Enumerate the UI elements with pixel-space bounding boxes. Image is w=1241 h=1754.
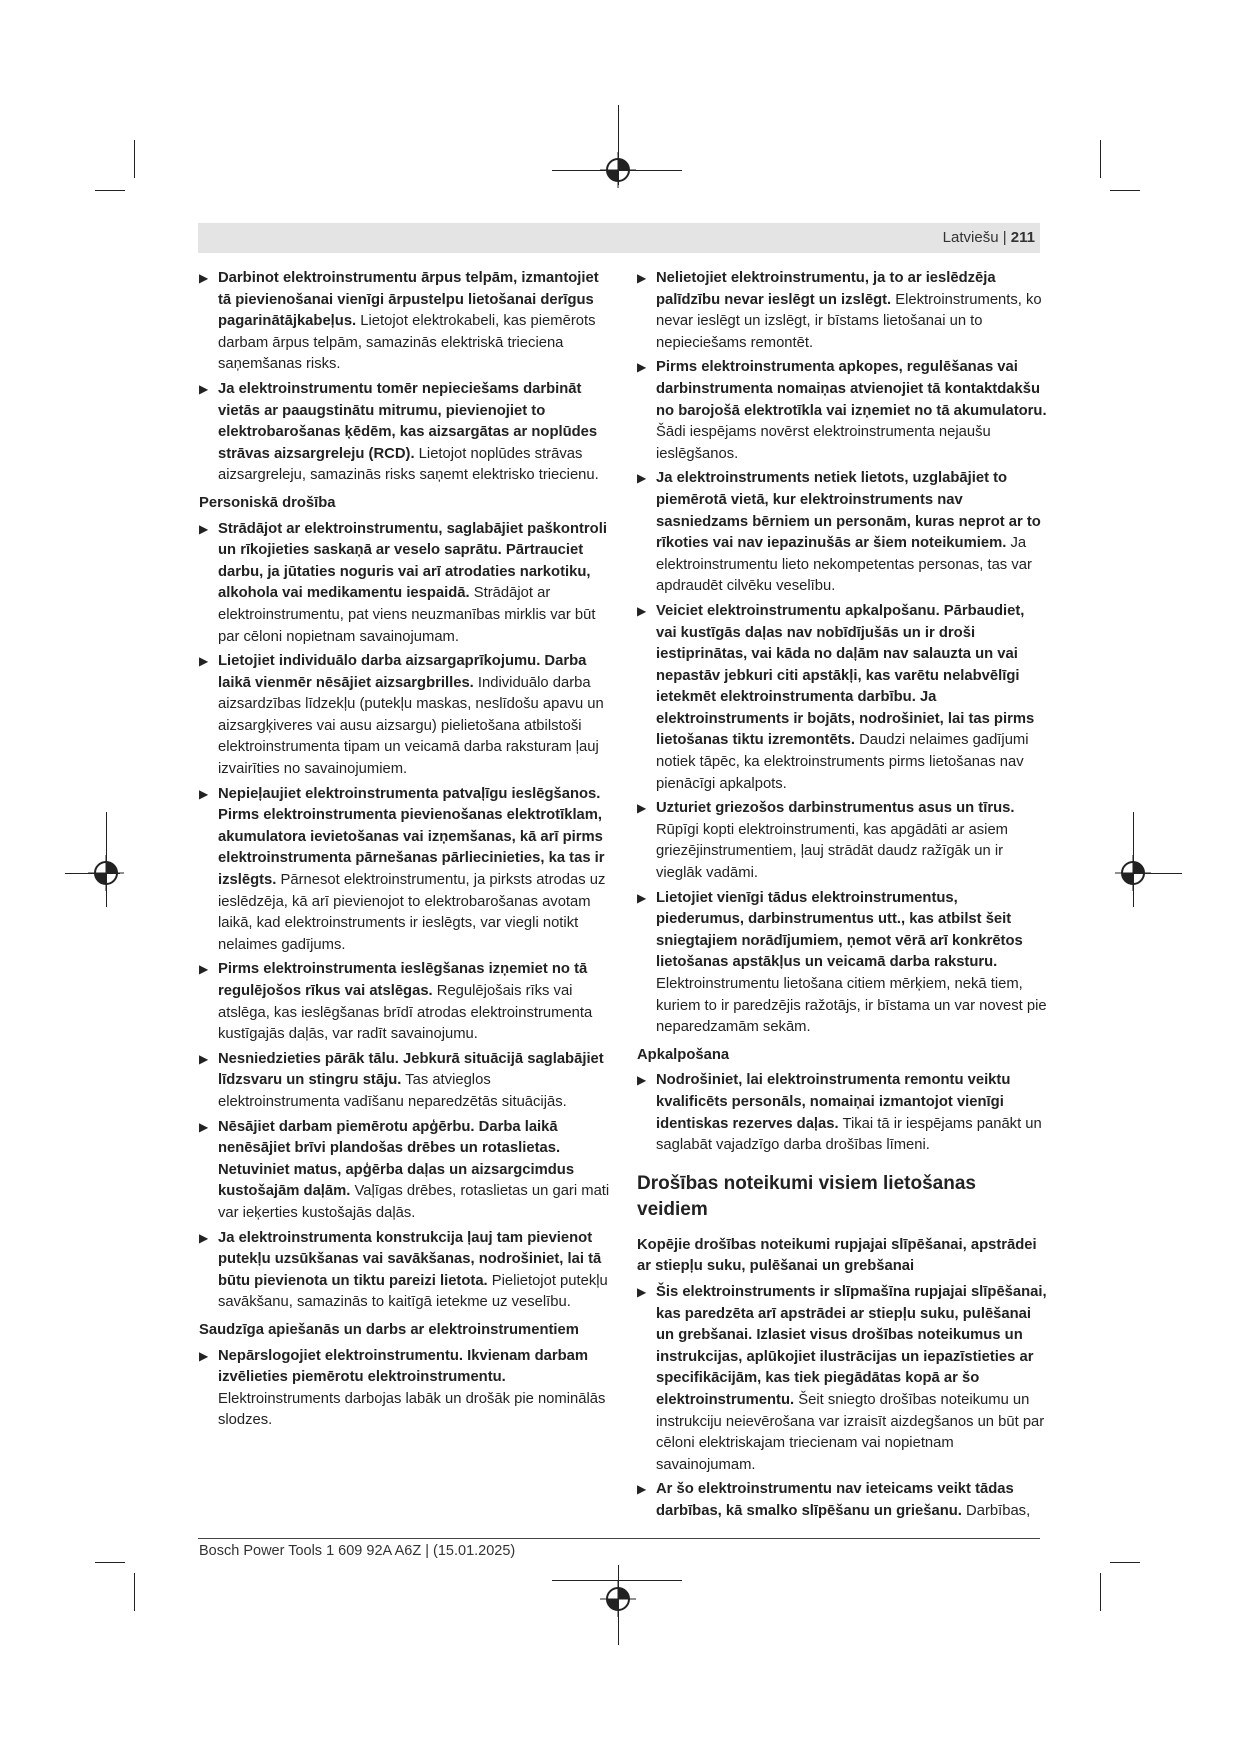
bullet-item (199, 519, 611, 649)
crop-mark (1100, 1573, 1101, 1611)
bullet-bold-text: Nepārslogojiet elektroinstrumentu. Ikvienam darbam izvēlieties piemērotu elektroinstrumentu. (218, 1347, 589, 1386)
bullet-arrow-icon: ▶ (637, 801, 647, 816)
registration-target-icon (600, 1581, 636, 1617)
bullet-text: Elektroinstruments, ko nevar ieslēgt un izslēgt, ir bīstams lietošanai un to nepieciešams remontēt. (656, 291, 1042, 351)
left-items-top (199, 268, 611, 487)
crop-mark (134, 1573, 135, 1611)
bullet-text: Ja elektroinstrumentu lieto nekompetentas personas, tas var apdraudēt cilvēku veselību. (656, 535, 1032, 595)
bullet-arrow-icon: ▶ (637, 1284, 647, 1299)
bullet-arrow-icon: ▶ (199, 1230, 209, 1245)
subheading-grinding: Kopējie drošības noteikumi rupjajai slīpēšanai, apstrādei ar stiepļu suku, pulēšanai un grebšanai (637, 1236, 1037, 1275)
bullet-item (199, 1346, 611, 1432)
page-header (943, 229, 1035, 246)
footer-rule (198, 1538, 1040, 1539)
section-title-tool-use: Saudzīga apiešanās un darbs ar elektroinstrumentiem (199, 1321, 579, 1338)
bullet-bold-text: Veiciet elektroinstrumentu apkalpošanu. Pārbaudiet, vai kustīgās daļas nav nobīdījušās un ir droši iestiprinātas, vai kāda no daļām nav salauzta un vai nepastāv jebkuri citi apstākļi, kas varētu nelabvēlīgi ietekmēt elektroinstrumenta darbību. Ja elektroinstruments ir bojāts, nodrošiniet, lai tas pirms lietošanas tiktu izremontēts. (656, 602, 1035, 749)
bullet-text: Lietojot elektrokabeli, kas piemērots darbam ārpus telpām, samazinās elektriskā trieciena saņemšanas risks. (218, 313, 596, 373)
bullet-arrow-icon: ▶ (199, 1348, 209, 1363)
bullet-bold-text: Darbinot elektroinstrumentu ārpus telpām, izmantojiet tā pievienošanai vienīgi ārpustelpu lietošanai derīgus pagarinātājkabeļus. (218, 270, 599, 330)
bullet-text: Šeit sniegto drošības noteikumu un instrukciju neievērošana var izraisīt aizdegšanos un būt par cēloni elektriskajam triecienam vai nopietnam savainojumam. (656, 1391, 1045, 1473)
bullet-bold-text: Ar šo elektroinstrumentu nav ieteicams veikt tādas darbības, kā smalko slīpēšanu un griešanu. (656, 1481, 1014, 1519)
bullet-text: Regulējošais rīks vai atslēga, kas ieslēgšanas brīdī atrodas elektroinstrumenta kustīgajās daļās, var radīt savainojumu. (218, 983, 593, 1043)
section-title-service: Apkalpošana (637, 1046, 730, 1063)
bullet-item (199, 784, 611, 957)
right-column (637, 268, 1049, 1525)
bullet-bold-text: Uzturiet griezošos darbinstrumentus asus un tīrus. (656, 800, 1015, 817)
right-items-all (637, 1282, 1049, 1523)
bullet-item (199, 268, 611, 376)
bullet-bold-text: Nesniedzieties pārāk tālu. Jebkurā situācijā saglabājiet līdzsvaru un stingru stāju. (218, 1050, 604, 1089)
bullet-item (637, 357, 1049, 465)
bullet-text: Pielietojot putekļu savākšanu, samazinās to kaitīgā ietekme uz veselību. (218, 1272, 608, 1311)
left-column (199, 268, 611, 1435)
bullet-item (199, 1049, 611, 1114)
right-items-service (637, 1070, 1049, 1156)
bullet-arrow-icon: ▶ (199, 521, 209, 536)
bullet-item (637, 798, 1049, 884)
bullet-arrow-icon: ▶ (199, 271, 209, 285)
bullet-arrow-icon: ▶ (637, 603, 647, 618)
bullet-bold-text: Lietojiet individuālo darba aizsargaprīkojumu. Darba laikā vienmēr nēsājiet aizsargbrilles. (218, 653, 587, 691)
bullet-item (637, 888, 1049, 1039)
bullet-item (637, 1282, 1049, 1476)
footer-text: Bosch Power Tools 1 609 92A A6Z | (15.01.2025) (199, 1543, 516, 1559)
header-bar (198, 223, 1040, 253)
registration-target-icon (600, 152, 636, 188)
bullet-bold-text: Pirms elektroinstrumenta apkopes, regulēšanas vai darbinstrumenta nomaiņas atvienojiet tā kontaktdakšu no barojošā elektrotīkla vai izņemiet no tā akumulatoru. (656, 359, 1047, 419)
crop-mark (95, 190, 125, 191)
bullet-text: Individuālo darba aizsardzības līdzekļu (putekļu maskas, neslīdošu apavu un aizsargķiveres vai ausu aizsargu) pielietošana atbilstoši elektroinstrumenta tipam un veicamā darba raksturam ļauj izvairīties no savainojumiem. (218, 674, 604, 778)
bullet-arrow-icon: ▶ (199, 1051, 209, 1066)
bullet-text: Strādājot ar elektroinstrumentu, pat viens neuzmanības mirklis var būt par cēloni nopietnam savainojumam. (218, 585, 596, 645)
bullet-arrow-icon: ▶ (199, 786, 209, 801)
registration-target-icon (1115, 855, 1151, 891)
bullet-bold-text: Nodrošiniet, lai elektroinstrumenta remontu veiktu kvalificēts personāls, nomaiņai izmantojot vienīgi identiskas rezerves daļas. (656, 1072, 1011, 1132)
section-title-personal-safety: Personiskā drošība (199, 494, 336, 511)
bullet-item (637, 1070, 1049, 1156)
bullet-text: Darbības, (961, 1502, 1031, 1519)
bullet-item (199, 1117, 611, 1225)
bullet-text: Tas atvieglos elektroinstrumenta vadīšanu neparedzētās situācijās. (218, 1072, 567, 1110)
bullet-bold-text: Strādājot ar elektroinstrumentu, saglabājiet paškontroli un rīkojieties saskaņā ar veselo saprātu. Pārtrauciet darbu, ja jūtaties noguris vai arī atrodaties narkotiku, alkohola vai medikamentu iespaidā. (218, 520, 607, 602)
bullet-bold-text: Nēsājiet darbam piemērotu apģērbu. Darba laikā nenēsājiet brīvi plandošas drēbes un rotaslietas. Netuviniet matus, apģērba daļas un aizsargcimdus kustošajām daļām. (218, 1118, 575, 1200)
bullet-arrow-icon: ▶ (637, 1482, 647, 1497)
bullet-arrow-icon: ▶ (637, 360, 647, 375)
bullet-bold-text: Ja elektroinstruments netiek lietots, uzglabājiet to piemērotā vietā, kur elektroinstruments nav sasniedzams bērniem un personām, kuras neprot ar to rīkoties vai nav iepazinušās ar šiem noteikumiem. (656, 470, 1041, 552)
bullet-bold-text: Nepieļaujiet elektroinstrumenta patvaļīgu ieslēgšanos. Pirms elektroinstrumenta pievienošanas elektrotīklam, akumulatora ievietošanas vai izņemšanas, kā arī pirms elektroinstrumenta pārnešanas pārliecinieties, ka tas ir izslēgts. (218, 785, 605, 889)
bullet-arrow-icon: ▶ (637, 271, 647, 285)
bullet-arrow-icon: ▶ (199, 654, 209, 669)
bullet-item (199, 379, 611, 487)
bullet-arrow-icon: ▶ (199, 962, 209, 977)
right-items-top (637, 268, 1049, 1039)
bullet-item (637, 268, 1049, 354)
bullet-item (199, 1228, 611, 1314)
bullet-bold-text: Pirms elektroinstrumenta ieslēgšanas izņemiet no tā regulējošos rīkus vai atslēgas. (218, 961, 588, 999)
bullet-text: Tikai tā ir iespējams panākt un saglabāt vajadzīgo darba drošības līmeni. (656, 1115, 1042, 1154)
registration-target-icon (88, 855, 124, 891)
bullet-text: Vaļīgas drēbes, rotaslietas un gari mati var ieķerties kustošajās daļās. (218, 1183, 610, 1221)
bullet-item (637, 468, 1049, 598)
bullet-bold-text: Ja elektroinstrumenta konstrukcija ļauj tam pievienot putekļu uzsūkšanas vai savākšanas, nodrošiniet, lai tā būtu pievienota un tiktu pareizi lietota. (218, 1229, 602, 1289)
bullet-item (637, 601, 1049, 795)
bullet-item (199, 651, 611, 781)
bullet-text: Lietojot noplūdes strāvas aizsargreleju, samazinās risks saņemt elektrisko triecienu. (218, 445, 599, 484)
bullet-item (637, 1479, 1049, 1522)
bullet-arrow-icon: ▶ (637, 1073, 647, 1088)
header-separator: | (1002, 229, 1007, 246)
page-number: 211 (1010, 229, 1035, 246)
left-items-personal (199, 519, 611, 1314)
bullet-arrow-icon: ▶ (199, 381, 209, 396)
crop-mark (1100, 140, 1101, 178)
bullet-arrow-icon: ▶ (637, 890, 647, 905)
bullet-bold-text: Šis elektroinstruments ir slīpmašīna rupjajai slīpēšanai, kas paredzēta arī apstrādei ar stiepļu suku, pulēšanai un grebšanai. Izlasiet visus drošības noteikumus un instrukcijas, aplūkojiet ilustrācijas un iepazīstieties ar specifikācijām, kas tiek piegādātas kopā ar šo elektroinstrumentu. (656, 1283, 1047, 1408)
bullet-bold-text: Ja elektroinstrumentu tomēr nepieciešams darbināt vietās ar paaugstinātu mitrumu, pievienojiet to elektrobarošanas ķēdēm, kas aizsargātas ar noplūdes strāvas aizsargreleju (RCD). (218, 380, 598, 462)
crop-mark (1110, 190, 1140, 191)
bullet-bold-text: Nelietojiet elektroinstrumentu, ja to ar ieslēdzēja palīdzību nevar ieslēgt un izslēgt. (656, 270, 996, 308)
crop-mark (134, 140, 135, 178)
bullet-text: Elektroinstrumentu lietošana citiem mērķiem, nekā tiem, kuriem to ir paredzējis ražotājs, ir bīstama un var novest pie neparedzamām sekām. (656, 976, 1047, 1036)
bullet-bold-text: Lietojiet vienīgi tādus elektroinstrumentus, piederumus, darbinstrumentus utt., kas atbilst šeit sniegtajiem norādījumiem, ņemot vērā arī konkrētos lietošanas apstākļus un veicamā darba raksturu. (656, 889, 1023, 971)
header-language: Latviešu (942, 229, 999, 246)
bullet-text: Šādi iespējams novērst elektroinstrumenta nejaušu ieslēgšanos. (656, 424, 991, 462)
bullet-arrow-icon: ▶ (199, 1119, 209, 1134)
bullet-text: Daudzi nelaimes gadījumi notiek tāpēc, ka elektroinstruments pirms lietošanas nav pienācīgi apkalpots. (656, 732, 1029, 792)
bullet-arrow-icon: ▶ (637, 471, 647, 486)
bullet-text: Pārnesot elektroinstrumentu, ja pirksts atrodas uz ieslēdzēja, kā arī pievienojot to elektrobarošanas avotam laikā, kad elektroinstruments ir ieslēgts, var viegli notikt nelaimes gadījums. (218, 872, 606, 953)
crop-mark (95, 1562, 125, 1563)
left-items-careful (199, 1346, 611, 1432)
bullet-item (199, 959, 611, 1045)
crop-mark (1110, 1562, 1140, 1563)
bullet-text: Elektroinstruments darbojas labāk un drošāk pie nominālās slodzes. (218, 1390, 606, 1429)
heading-safety-all-uses: Drošības noteikumi visiem lietošanas veidiem (637, 1172, 976, 1220)
bullet-text: Rūpīgi kopti elektroinstrumenti, kas apgādāti ar asiem griezējinstrumentiem, ļauj strādāt daudz ražīgāk un ir vieglāk vadāmi. (656, 821, 1009, 882)
